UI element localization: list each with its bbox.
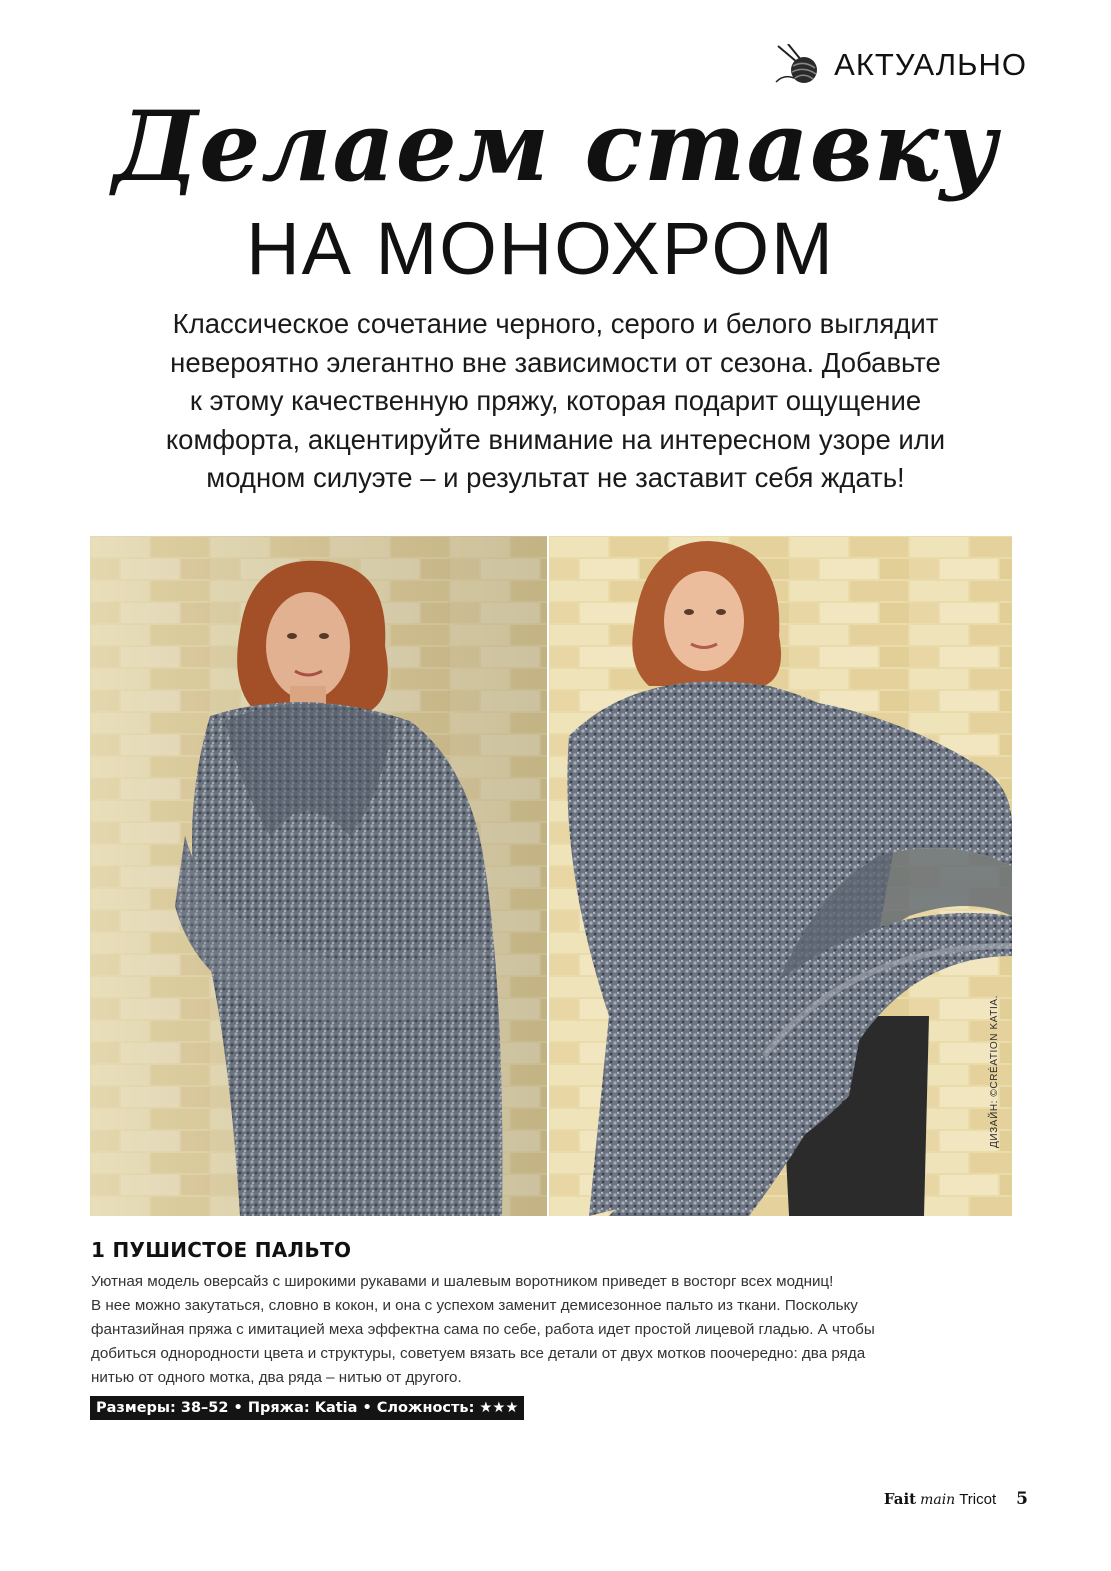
lead-line: к этому качественную пряжу, которая подарит ощущение: [189, 385, 922, 416]
yarn-ball-icon: [774, 44, 824, 86]
article-line: нитью от одного мотка, два ряда – нитью от другого.: [91, 1369, 462, 1386]
lead-line: невероятно элегантно вне зависимости от сезона. Добавьте: [170, 346, 941, 378]
page-number: 5: [1016, 1489, 1028, 1509]
headline-main: Делаем ставку: [112, 90, 999, 203]
page-footer: [884, 1489, 1028, 1509]
photo-coat-front: [90, 536, 547, 1216]
photo-coat-sleeve: [549, 536, 1012, 1216]
lead-line: Классическое сочетание черного, серого и белого выглядит: [172, 308, 939, 339]
article-line: Уютная модель оверсайз с широкими рукавами и шалевым воротником приведет в восторг всех модниц!: [91, 1273, 834, 1290]
article-line: добиться однородности цвета и структуры, советуем вязать все детали от двух мотков поочередно: два ряда: [91, 1345, 866, 1362]
section-tag: [774, 44, 1027, 86]
article-heading: 1 ПУШИСТОЕ ПАЛЬТО: [91, 1238, 352, 1262]
section-label: АКТУАЛЬНО: [834, 47, 1027, 82]
article-body: [91, 1270, 1021, 1390]
article-line: фантазийная пряжа с имитацией меха эффектна сама по себе, работа идет простой лицевой гладью. А чтобы: [91, 1321, 875, 1338]
photo-credit: ДИЗАЙН: ©CRÉATION KATIA.: [989, 994, 1000, 1148]
brand-main: main: [920, 1492, 956, 1508]
lead-line: комфорта, акцентируйте внимание на интересном узоре или: [165, 423, 946, 455]
headline-sub: НА МОНОХРОМ: [246, 207, 835, 290]
article-line: В нее можно закутаться, словно в кокон, и она с успехом заменит демисезонное пальто из ткани. Поскольку: [91, 1297, 858, 1314]
brand-tricot: Tricot: [959, 1491, 997, 1508]
lead-paragraph: [100, 305, 1011, 498]
specs-bar: Размеры: 38–52 • Пряжа: Katia • Сложность: ★★★: [90, 1396, 524, 1420]
brand-fait: Fait: [883, 1490, 917, 1508]
lead-line: модном силуэте – и результат не заставит себя ждать!: [206, 462, 905, 493]
